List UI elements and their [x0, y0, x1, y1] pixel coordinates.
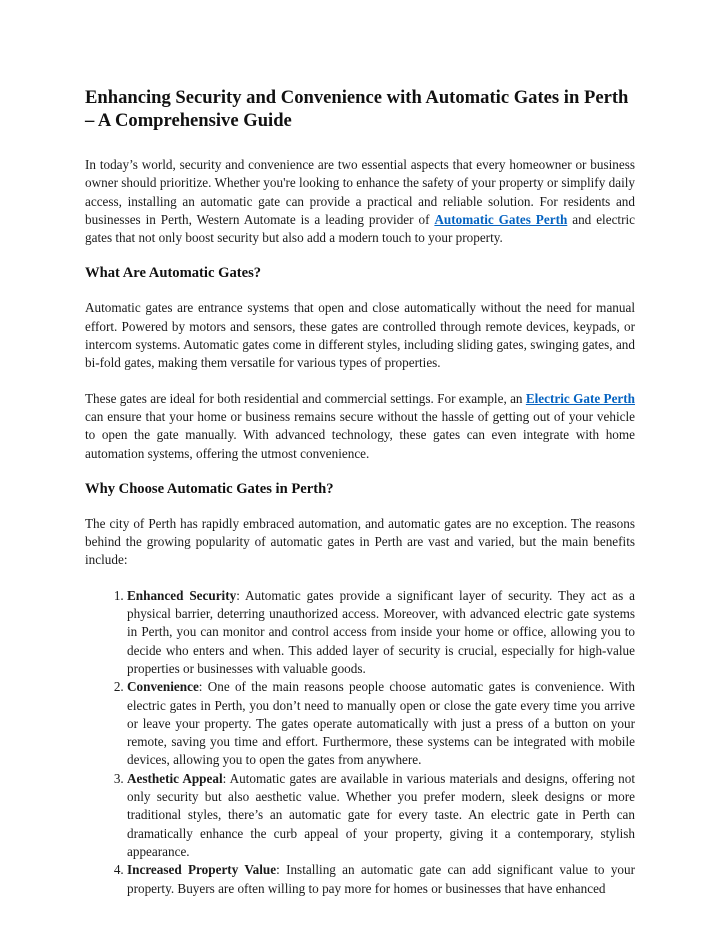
- list-item-text: : Installing an automatic gate can add significant value to your property. Buyers are often willing to pay more for homes or businesses that have enhanced: [127, 862, 635, 896]
- section1-p2-text-start: These gates are ideal for both residential and commercial settings. For example, an: [85, 390, 526, 406]
- document-title: Enhancing Security and Convenience with Automatic Gates in Perth – A Comprehensive Guide: [85, 87, 629, 131]
- list-item: [127, 861, 635, 898]
- list-item-text: : Automatic gates provide a significant layer of security. They act as a physical barrier, deterring unauthorized access. Moreover, with advanced electric gate systems in Perth, you can monitor and control access from inside your home or office, allowing you to decide who enters and when. This added layer of security is crucial, especially for high-value properties or businesses with valuable goods.: [127, 587, 635, 676]
- benefits-list: [85, 587, 635, 898]
- list-item: [127, 678, 635, 769]
- section1-p2-text-end: can ensure that your home or business remains secure without the hassle of getting out of your vehicle to open the gate manually. With advanced technology, these gates can even integrate with home automation systems, offering the utmost convenience.: [85, 408, 635, 461]
- section2-paragraph-1: The city of Perth has rapidly embraced automation, and automatic gates are no exception. The reasons behind the growing popularity of automatic gates in Perth are vast and varied, but the main benefits include:: [85, 515, 635, 568]
- section1-paragraph-1: Automatic gates are entrance systems that open and close automatically without the need for manual effort. Powered by motors and sensors, these gates are controlled through remote devices, keypads, or intercom systems. Automatic gates come in different styles, including sliding gates, swinging gates, and bi-fold gates, making them versatile for various types of properties.: [85, 300, 635, 371]
- section-heading-what-are: What Are Automatic Gates?: [85, 265, 262, 282]
- electric-gate-perth-link[interactable]: Electric Gate Perth: [525, 390, 635, 406]
- list-item-term: Enhanced Security: [127, 587, 237, 603]
- list-item-text: : One of the main reasons people choose automatic gates is convenience. With electric gates in Perth, you don’t need to manually open or close the gate every time you arrive or leave your property. The gates operate automatically with just a press of a button on your remote, saving you time and effort. Furthermore, these systems can be integrated with mobile devices, allowing you to open the gates from anywhere.: [127, 679, 635, 768]
- intro-text-start: In today’s world, security and convenience are two essential aspects that every homeowner or business owner should prioritize. Whether you're looking to enhance the safety of your property or simplify daily access, installing an automatic gate can provide a practical and reliable solution. For residents and businesses in Perth, Western Automate is a leading provider of: [85, 157, 635, 227]
- list-item-term: Convenience: [127, 679, 199, 695]
- section-heading-why-choose: Why Choose Automatic Gates in Perth?: [85, 480, 334, 497]
- list-item-term: Aesthetic Appeal: [127, 770, 223, 786]
- list-item: [127, 770, 635, 861]
- automatic-gates-perth-link[interactable]: Automatic Gates Perth: [434, 211, 568, 227]
- section1-paragraph-2: [85, 390, 635, 463]
- list-item: [127, 587, 635, 678]
- list-item-text: : Automatic gates are available in various materials and designs, offering not only security but also aesthetic value. Whether you prefer modern, sleek designs or more traditional styles, there’s an automatic gate for every taste. An electric gate in Perth can dramatically enhance the curb appeal of your property, giving it a contemporary, stylish appearance.: [127, 770, 635, 859]
- intro-paragraph: [85, 156, 635, 247]
- intro-text-end: and electric gates that not only boost security but also add a modern touch to your property.: [85, 211, 635, 246]
- list-item-term: Increased Property Value: [127, 862, 277, 878]
